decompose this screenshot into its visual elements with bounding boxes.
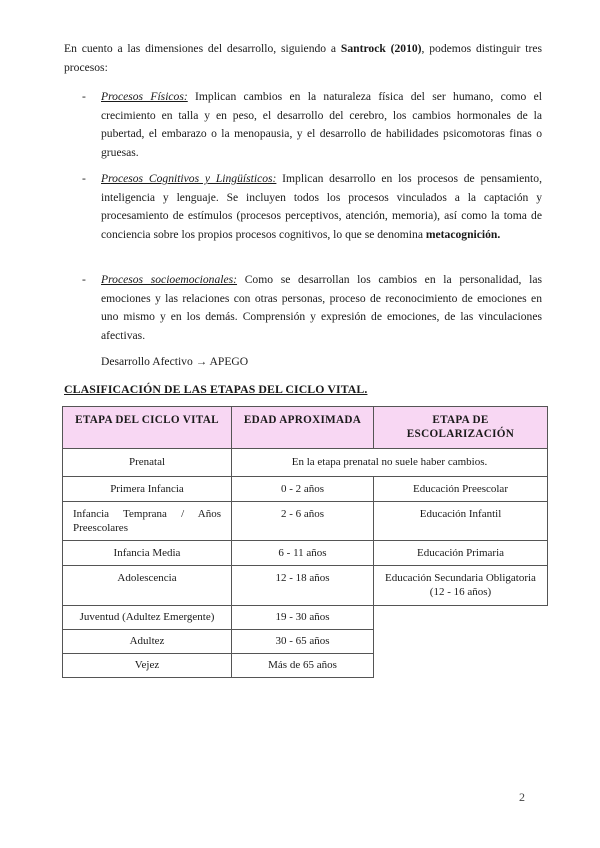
age-cell: Más de 65 años: [232, 654, 374, 678]
stage-cell: Vejez: [63, 654, 232, 678]
prenatal-note-cell: En la etapa prenatal no suele haber cambios.: [232, 449, 548, 477]
stage-cell: Adultez: [63, 630, 232, 654]
intro-text-before: En cuento a las dimensiones del desarrollo, siguiendo a: [64, 42, 341, 55]
bullet-text: Implican desarrollo en los procesos de pensamiento, inteligencia y lenguaje. Se incluyen todos los procesos vinculados a la captación y procesamiento de estímulos (procesos perceptivos, atención, memoria), así como la toma de conciencia sobre los propios procesos cognitivos, lo que se denomina: [101, 172, 542, 241]
empty-cell: [374, 654, 548, 678]
bullet-term: Procesos Físicos:: [101, 90, 188, 103]
afectivo-line: Desarrollo Afectivo → APEGO: [101, 355, 249, 368]
header-school: ETAPA DE ESCOLARIZACIÓN: [374, 407, 548, 449]
bullet-cognitive: [82, 170, 542, 244]
section-title: CLASIFICACIÓN DE LAS ETAPAS DEL CICLO VITAL.: [64, 382, 368, 396]
intro-text-after: , podemos distinguir tres procesos:: [64, 42, 542, 74]
table-row: [63, 477, 548, 502]
table-row: [63, 502, 548, 541]
age-cell: 6 - 11 años: [232, 541, 374, 566]
age-cell: 0 - 2 años: [232, 477, 374, 502]
age-cell: 2 - 6 años: [232, 502, 374, 541]
table-row: [63, 606, 548, 630]
bullet-socioemotional: [82, 271, 542, 345]
stage-cell: Adolescencia: [63, 566, 232, 606]
age-cell: 30 - 65 años: [232, 630, 374, 654]
stage-cell: [63, 502, 232, 541]
bullet-text: Como se desarrollan los cambios en la personalidad, las emociones y las relaciones con otras personas, proceso de reconocimiento de emociones en uno mismo y en los demás. Comprensión y expresión de emociones, de las vinculaciones afectivas.: [101, 273, 542, 342]
stage-cell: Prenatal: [63, 449, 232, 477]
bullet-dash: -: [82, 172, 86, 185]
school-cell: Educación Secundaria Obligatoria (12 - 16 años): [374, 566, 548, 606]
age-cell: 19 - 30 años: [232, 606, 374, 630]
table-row: [63, 541, 548, 566]
intro-author: Santrock (2010): [340, 42, 422, 55]
table-row: [63, 630, 548, 654]
bullet-physical: [82, 88, 542, 162]
stage-cell: Juventud (Adultez Emergente): [63, 606, 232, 630]
bullet-bold-term: metacognición.: [425, 227, 501, 241]
header-age: EDAD APROXIMADA: [232, 407, 374, 449]
school-cell: Educación Preescolar: [374, 477, 548, 502]
page-number: 2: [519, 790, 525, 804]
bullet-dash: -: [82, 90, 86, 103]
school-cell: Educación Infantil: [374, 502, 548, 541]
header-stage: ETAPA DEL CICLO VITAL: [63, 407, 232, 449]
school-cell: Educación Primaria: [374, 541, 548, 566]
stage-cell-text: Infancia Temprana / Años Preescolares: [73, 508, 221, 534]
stage-cell: Primera Infancia: [63, 477, 232, 502]
bullet-term: Procesos Cognitivos y Lingüísticos:: [101, 172, 277, 185]
stage-cell: Infancia Media: [63, 541, 232, 566]
empty-cell: [374, 606, 548, 630]
intro-paragraph: [64, 40, 542, 77]
bullet-text: Implican cambios en la naturaleza física del ser humano, como el crecimiento en talla y en peso, el desarrollo del cerebro, los cambios hormonales de la pubertad, el embarazo o la menopausia, y el desarrollo de habilidades psicomotoras finas o gruesas.: [101, 90, 542, 159]
table-row: [63, 449, 548, 477]
table-row: [63, 654, 548, 678]
table-header-row: [63, 407, 548, 449]
age-cell: 12 - 18 años: [232, 566, 374, 606]
life-cycle-table: [62, 406, 548, 678]
bullet-dash: -: [82, 273, 86, 286]
table-row: [63, 566, 548, 606]
empty-cell: [374, 630, 548, 654]
bullet-term: Procesos socioemocionales:: [101, 273, 238, 286]
